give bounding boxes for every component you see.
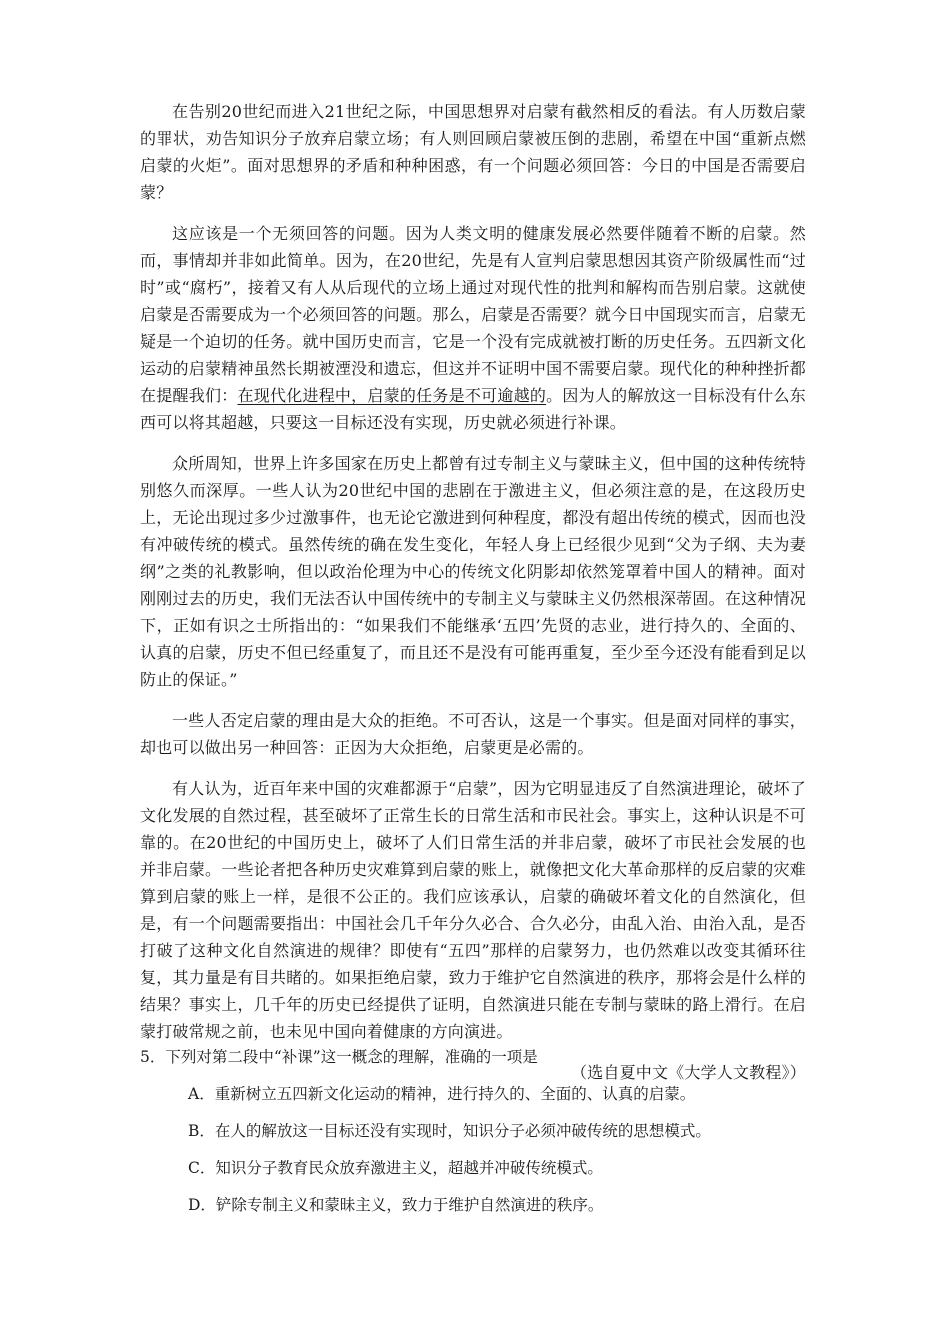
paragraph-1: 在告别20世纪而进入21世纪之际，中国思想界对启蒙有截然相反的看法。有人历数启蒙的罪状，劝告知识分子放弃启蒙立场；有人则回顾启蒙被压倒的悲剧，希望在中国“重新点燃启蒙的火炬”。面对思想界的矛盾和种种困惑，有一个问题必须回答：今日的中国是否需要启蒙？ (140, 102, 806, 202)
option-c: C．知识分子教育民众放弃激进主义，超越并冲破传统模式。 (188, 1159, 603, 1177)
paragraph-3: 众所周知，世界上许多国家在历史上都曾有过专制主义与蒙昧主义，但中国的这种传统特别悠久而深厚。一些人认为20世纪中国的悲剧在于激进主义，但必须注意的是，在这段历史上，无论出现过多少过激事件，也无论它激进到何种程度，都没有超出传统的模式，因而也没有冲破传统的模式。虽然传统的确在发生变化，年轻人身上已经很少见到“父为子纲、夫为妻纲”之类的礼教影响，但以政治伦理为中心的传统文化阴影却依然笼罩着中国人的精神。面对刚刚过去的历史，我们无法否认中国传统中的专制主义与蒙昧主义仍然根深蒂固。在这种情况下，正如有识之士所指出的：“如果我们不能继承‘五四’先贤的志业，进行持久的、全面的、认真的启蒙，历史不但已经重复了，而且还不是没有可能再重复，至少至今还没有能看到足以防止的保证。” (140, 454, 806, 689)
paragraph-2 (140, 220, 806, 436)
source-citation: （选自夏中文《大学人文教程》） (570, 1063, 806, 1082)
article-body (140, 98, 806, 1086)
paragraph-2-text-before: 这应该是一个无须回答的问题。因为人类文明的健康发展必然要伴随着不断的启蒙。然而，事情却并非如此简单。因为，在20世纪，先是有人宣判启蒙思想因其资产阶级属性而“过时”或“腐朽”，接着又有人从后现代的立场上通过对现代性的批判和解构而告别启蒙。这就使启蒙是否需要成为一个必须回答的问题。那么，启蒙是否需要？就今日中国现实而言，启蒙无疑是一个迫切的任务。就中国历史而言，它是一个没有完成就被打断的历史任务。五四新文化运动的启蒙精神虽然长期被湮没和遗忘，但这并不证明中国不需要启蒙。现代化的种种挫折都在提醒我们： (140, 224, 806, 405)
option-b: B．在人的解放这一目标还没有实现时，知识分子必须冲破传统的思想模式。 (188, 1122, 711, 1140)
question-5 (140, 1044, 806, 1229)
question-stem: 5．下列对第二段中“补课”这一概念的理解，准确的一项是 (140, 1048, 538, 1066)
paragraph-2-text-after: 。因为人的解放这一目标没有什么东西可以将其超越，只要这一目标还没有实现，历史就必须进行补课。 (140, 386, 806, 432)
option-d: D．铲除专制主义和蒙昧主义，致力于维护自然演进的秩序。 (188, 1196, 604, 1214)
paragraph-4: 一些人否定启蒙的理由是大众的拒绝。不可否认，这是一个事实。但是面对同样的事实，却也可以做出另一种回答：正因为大众拒绝，启蒙更是必需的。 (140, 711, 806, 757)
paragraph-5: 有人认为，近百年来中国的灾难都源于“启蒙”，因为它明显违反了自然演进理论，破坏了文化发展的自然过程，甚至破坏了正常生长的日常生活和市民社会。事实上，这种认识是不可靠的。在20世纪的中国历史上，破坏了人们日常生活的并非启蒙，破坏了市民社会发展的也并非启蒙。一些论者把各种历史灾难算到启蒙的账上，就像把文化大革命那样的反启蒙的灾难算到启蒙的账上一样，是很不公正的。我们应该承认，启蒙的确破坏着文化的自然演化，但是，有一个问题需要指出：中国社会几千年分久必合、合久必分，由乱入治、由治入乱，是否打破了这种文化自然演进的规律？即使有“五四”那样的启蒙努力，也仍然难以改变其循环往复，其力量是有目共睹的。如果拒绝启蒙，致力于维护它自然演进的秩序，那将会是什么样的结果？事实上，几千年的历史已经提供了证明，自然演进只能在专制与蒙昧的路上滑行。在启蒙打破常规之前，也未见中国向着健康的方向演进。 (140, 779, 806, 1041)
underlined-sentence: 在现代化进程中，启蒙的任务是不可逾越的 (237, 386, 547, 405)
option-a: A．重新树立五四新文化运动的精神，进行持久的、全面的、认真的启蒙。 (188, 1085, 696, 1103)
